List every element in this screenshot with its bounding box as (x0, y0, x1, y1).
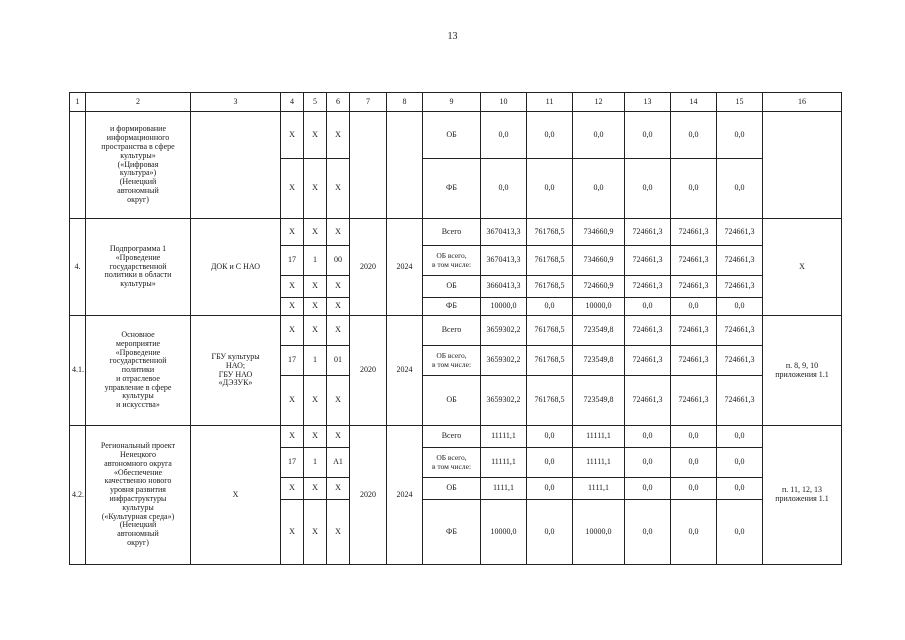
row-number: 4.1. (70, 316, 86, 426)
value-cell: 724661,3 (671, 346, 717, 376)
code-cell: X (327, 478, 350, 500)
value-cell: 1111,1 (481, 478, 527, 500)
funding-source: ОБ (423, 376, 481, 426)
value-cell: 11111,1 (481, 426, 527, 448)
executor: ГБУ культуры НАО; ГБУ НАО «ДЭЗУК» (191, 316, 281, 426)
row-number: 4. (70, 219, 86, 316)
end-year: 2024 (387, 316, 423, 426)
value-cell: 0,0 (717, 500, 763, 565)
value-cell: 0,0 (625, 426, 671, 448)
value-cell: 0,0 (717, 159, 763, 219)
value-cell: 724660,9 (573, 276, 625, 298)
note-cell: п. 11, 12, 13 приложения 1.1 (763, 426, 842, 565)
code-cell: X (304, 276, 327, 298)
value-cell: 724661,3 (625, 346, 671, 376)
value-cell: 0,0 (671, 298, 717, 316)
value-cell: 724661,3 (671, 276, 717, 298)
note-cell (763, 112, 842, 219)
value-cell: 0,0 (527, 159, 573, 219)
header-cell: 14 (671, 93, 717, 112)
value-cell: 10000,0 (573, 500, 625, 565)
code-cell: 00 (327, 246, 350, 276)
value-cell: 0,0 (625, 448, 671, 478)
start-year: 2020 (350, 219, 387, 316)
funding-source: ФБ (423, 500, 481, 565)
code-cell: X (304, 500, 327, 565)
funding-source: ОБ всего, в том числе: (423, 246, 481, 276)
row-number: 4.2. (70, 426, 86, 565)
value-cell: 761768,5 (527, 316, 573, 346)
executor: X (191, 426, 281, 565)
code-cell: X (327, 500, 350, 565)
value-cell: 0,0 (717, 478, 763, 500)
value-cell: 1111,1 (573, 478, 625, 500)
header-cell: 5 (304, 93, 327, 112)
funding-source: ОБ (423, 276, 481, 298)
code-cell: X (304, 478, 327, 500)
value-cell: 724661,3 (717, 276, 763, 298)
value-cell: 0,0 (481, 159, 527, 219)
funding-source: Всего (423, 219, 481, 246)
value-cell: 0,0 (625, 159, 671, 219)
value-cell: 761768,5 (527, 346, 573, 376)
code-cell: A1 (327, 448, 350, 478)
value-cell: 724661,3 (671, 316, 717, 346)
value-cell: 724661,3 (717, 219, 763, 246)
executor: ДОК и С НАО (191, 219, 281, 316)
code-cell: X (304, 426, 327, 448)
value-cell: 724661,3 (717, 376, 763, 426)
code-cell: X (327, 316, 350, 346)
value-cell: 0,0 (527, 448, 573, 478)
value-cell: 0,0 (717, 448, 763, 478)
funding-source: ОБ всего, в том числе: (423, 448, 481, 478)
executor (191, 112, 281, 219)
value-cell: 0,0 (671, 112, 717, 159)
funding-source: Всего (423, 316, 481, 346)
code-cell: X (327, 276, 350, 298)
value-cell: 723549,8 (573, 346, 625, 376)
code-cell: X (327, 112, 350, 159)
value-cell: 724661,3 (625, 276, 671, 298)
code-cell: X (327, 298, 350, 316)
code-cell: 1 (304, 246, 327, 276)
funding-source: ОБ (423, 478, 481, 500)
value-cell: 0,0 (625, 112, 671, 159)
header-cell: 4 (281, 93, 304, 112)
start-year (350, 112, 387, 219)
code-cell: X (281, 159, 304, 219)
note-cell: п. 8, 9, 10 приложения 1.1 (763, 316, 842, 426)
value-cell: 761768,5 (527, 376, 573, 426)
end-year: 2024 (387, 219, 423, 316)
code-cell: X (304, 298, 327, 316)
header-row (70, 93, 842, 112)
value-cell: 0,0 (527, 298, 573, 316)
funding-source: ОБ всего, в том числе: (423, 346, 481, 376)
code-cell: X (327, 219, 350, 246)
table-row (70, 112, 842, 159)
header-cell: 10 (481, 93, 527, 112)
value-cell: 724661,3 (671, 246, 717, 276)
funding-source: ФБ (423, 159, 481, 219)
value-cell: 3659302,2 (481, 376, 527, 426)
value-cell: 734660,9 (573, 246, 625, 276)
value-cell: 734660,9 (573, 219, 625, 246)
value-cell: 761768,5 (527, 219, 573, 246)
value-cell: 724661,3 (717, 316, 763, 346)
start-year: 2020 (350, 426, 387, 565)
value-cell: 0,0 (717, 426, 763, 448)
code-cell: 17 (281, 346, 304, 376)
value-cell: 10000,0 (481, 298, 527, 316)
value-cell: 0,0 (717, 112, 763, 159)
value-cell: 11111,1 (573, 448, 625, 478)
value-cell: 724661,3 (671, 376, 717, 426)
code-cell: X (281, 500, 304, 565)
value-cell: 0,0 (527, 478, 573, 500)
funding-source: ОБ (423, 112, 481, 159)
value-cell: 0,0 (625, 478, 671, 500)
funding-source: Всего (423, 426, 481, 448)
header-cell: 15 (717, 93, 763, 112)
value-cell: 724661,3 (625, 316, 671, 346)
table-row (70, 426, 842, 448)
code-cell: X (327, 376, 350, 426)
header-cell: 8 (387, 93, 423, 112)
page-number: 13 (447, 31, 458, 42)
value-cell: 0,0 (527, 500, 573, 565)
value-cell: 724661,3 (717, 246, 763, 276)
header-cell: 16 (763, 93, 842, 112)
code-cell: 01 (327, 346, 350, 376)
value-cell: 0,0 (481, 112, 527, 159)
code-cell: X (327, 159, 350, 219)
value-cell: 724661,3 (625, 219, 671, 246)
item-name: Основное мероприятие «Проведение государственной политики и отраслевое управление в сфере культуры и искусства» (86, 316, 191, 426)
value-cell: 723549,8 (573, 376, 625, 426)
value-cell: 0,0 (717, 298, 763, 316)
table-row (70, 219, 842, 246)
value-cell: 724661,3 (671, 219, 717, 246)
value-cell: 11111,1 (481, 448, 527, 478)
header-cell: 11 (527, 93, 573, 112)
header-cell: 3 (191, 93, 281, 112)
code-cell: 1 (304, 448, 327, 478)
value-cell: 0,0 (671, 159, 717, 219)
value-cell: 724661,3 (625, 246, 671, 276)
code-cell: X (304, 376, 327, 426)
value-cell: 0,0 (527, 112, 573, 159)
budget-table (69, 92, 842, 565)
funding-source: ФБ (423, 298, 481, 316)
code-cell: 1 (304, 346, 327, 376)
code-cell: X (304, 316, 327, 346)
value-cell: 0,0 (527, 426, 573, 448)
header-cell: 13 (625, 93, 671, 112)
start-year: 2020 (350, 316, 387, 426)
note-cell: X (763, 219, 842, 316)
value-cell: 761768,5 (527, 246, 573, 276)
header-cell: 9 (423, 93, 481, 112)
value-cell: 0,0 (625, 298, 671, 316)
header-cell: 7 (350, 93, 387, 112)
value-cell: 0,0 (573, 159, 625, 219)
value-cell: 0,0 (625, 500, 671, 565)
code-cell: X (327, 426, 350, 448)
value-cell: 10000,0 (573, 298, 625, 316)
code-cell: X (281, 276, 304, 298)
code-cell: X (304, 219, 327, 246)
code-cell: X (304, 159, 327, 219)
code-cell: X (304, 112, 327, 159)
code-cell: X (281, 219, 304, 246)
code-cell: X (281, 112, 304, 159)
table-row (70, 316, 842, 346)
code-cell: X (281, 316, 304, 346)
code-cell: X (281, 376, 304, 426)
item-name: Региональный проект Ненецкого автономного округа «Обеспечение качественно нового уровня развития инфраструктуры культуры («Культурная среда») (Ненецкий автономный округ) (86, 426, 191, 565)
value-cell: 3670413,3 (481, 246, 527, 276)
value-cell: 3659302,2 (481, 316, 527, 346)
item-name: и формирование информационного пространства в сфере культуры» («Цифровая культура») (Ненецкий автономный округ) (86, 112, 191, 219)
value-cell: 0,0 (671, 448, 717, 478)
code-cell: X (281, 298, 304, 316)
value-cell: 3660413,3 (481, 276, 527, 298)
value-cell: 0,0 (573, 112, 625, 159)
code-cell: X (281, 426, 304, 448)
value-cell: 10000,0 (481, 500, 527, 565)
header-cell: 2 (86, 93, 191, 112)
value-cell: 0,0 (671, 478, 717, 500)
header-cell: 6 (327, 93, 350, 112)
end-year: 2024 (387, 426, 423, 565)
end-year (387, 112, 423, 219)
row-number (70, 112, 86, 219)
value-cell: 761768,5 (527, 276, 573, 298)
value-cell: 3659302,2 (481, 346, 527, 376)
item-name: Подпрограмма 1 «Проведение государственной политики в области культуры» (86, 219, 191, 316)
code-cell: 17 (281, 448, 304, 478)
value-cell: 3670413,3 (481, 219, 527, 246)
code-cell: X (281, 478, 304, 500)
value-cell: 723549,8 (573, 316, 625, 346)
code-cell: 17 (281, 246, 304, 276)
header-cell: 12 (573, 93, 625, 112)
value-cell: 724661,3 (625, 376, 671, 426)
value-cell: 724661,3 (717, 346, 763, 376)
value-cell: 11111,1 (573, 426, 625, 448)
value-cell: 0,0 (671, 426, 717, 448)
value-cell: 0,0 (671, 500, 717, 565)
header-cell: 1 (70, 93, 86, 112)
